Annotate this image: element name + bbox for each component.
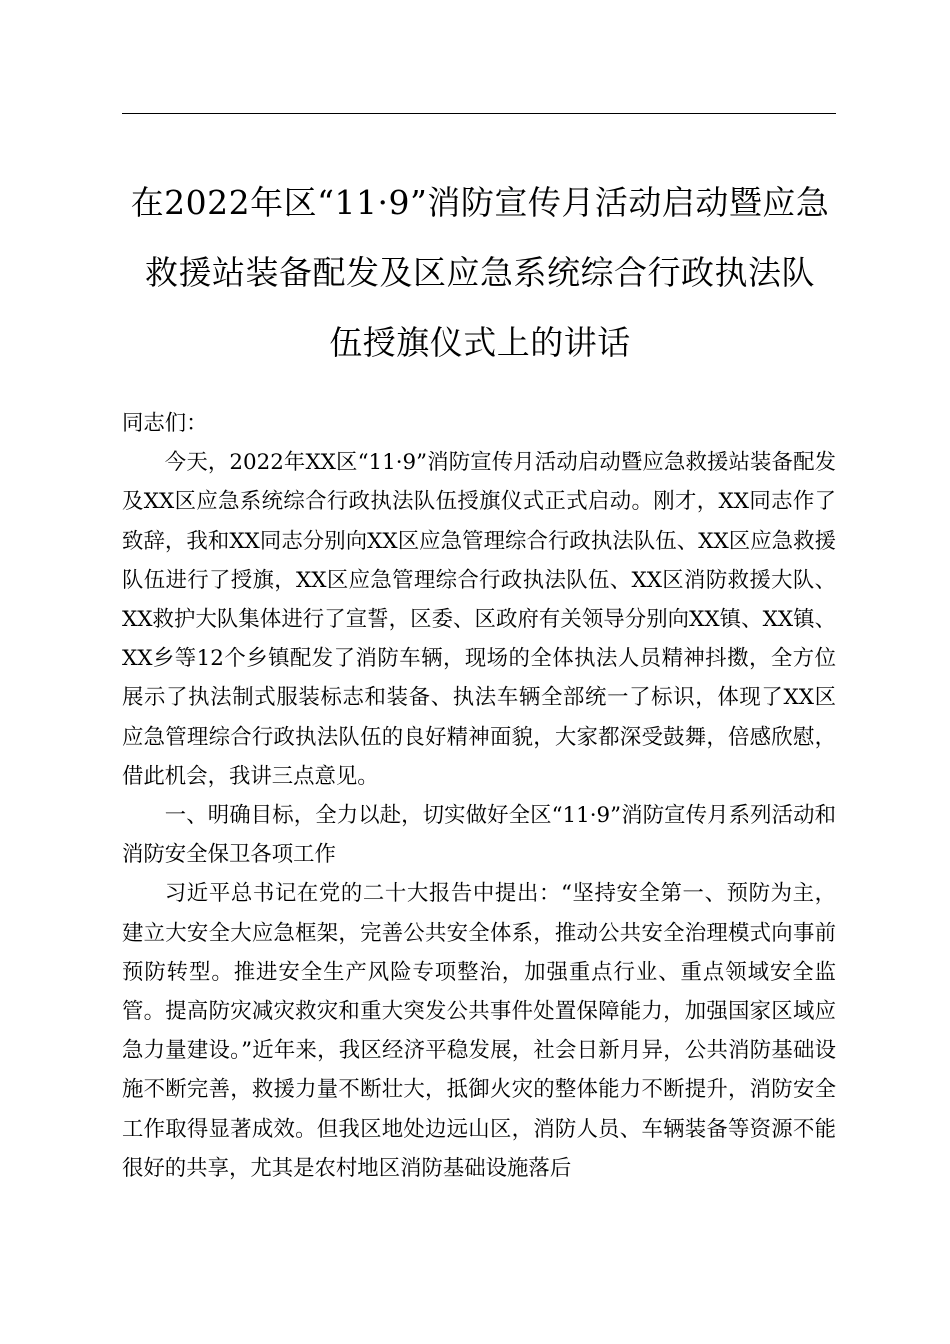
paragraph-section-1: 习近平总书记在党的二十大报告中提出：“坚持安全第一、预防为主，建立大安全大应急框架，完善公共安全体系，推动公共安全治理模式向事前预防转型。推进安全生产风险专项整治，加强重点行业、重点领域安全监管。提高防灾减灾救灾和重大突发公共事件处置保障能力，加强国家区域应急力量建设。”近年来，我区经济平稳发展，社会日新月异，公共消防基础设施不断完善，救援力量不断壮大，抵御火灾的整体能力不断提升，消防安全工作取得显著成效。但我区地处边远山区，消防人员、车辆装备等资源不能很好的共享，尤其是农村地区消防基础设施落后 (122, 881, 836, 1181)
header-rule (122, 113, 836, 114)
title-line-2: 救援站装备配发及区应急系统综合行政执法队 (145, 253, 815, 292)
title-line-1: 在2022年区“11·9”消防宣传月活动启动暨应急 (130, 183, 830, 222)
document-title (110, 168, 850, 378)
section-heading-1: 一、明确目标，全力以赴，切实做好全区“11·9”消防宣传月系列活动和消防安全保卫各项工作 (122, 803, 836, 868)
salutation: 同志们： (122, 411, 208, 436)
paragraph-opening: 今天，2022年XX区“11·9”消防宣传月活动启动暨应急救援站装备配发及XX区应急系统综合行政执法队伍授旗仪式正式启动。刚才，XX同志作了致辞，我和XX同志分别向XX区应急管理综合行政执法队伍、XX区应急救援队伍进行了授旗，XX区应急管理综合行政执法队伍、XX区消防救援大队、XX救护大队集体进行了宣誓，区委、区政府有关领导分别向XX镇、XX镇、XX乡等12个乡镇配发了消防车辆，现场的全体执法人员精神抖擞，全方位展示了执法制式服装标志和装备、执法车辆全部统一了标识，体现了XX区应急管理综合行政执法队伍的良好精神面貌，大家都深受鼓舞，倍感欣慰，借此机会，我讲三点意见。 (122, 450, 836, 789)
document-body (122, 404, 836, 1188)
title-line-3: 伍授旗仪式上的讲话 (329, 323, 631, 362)
